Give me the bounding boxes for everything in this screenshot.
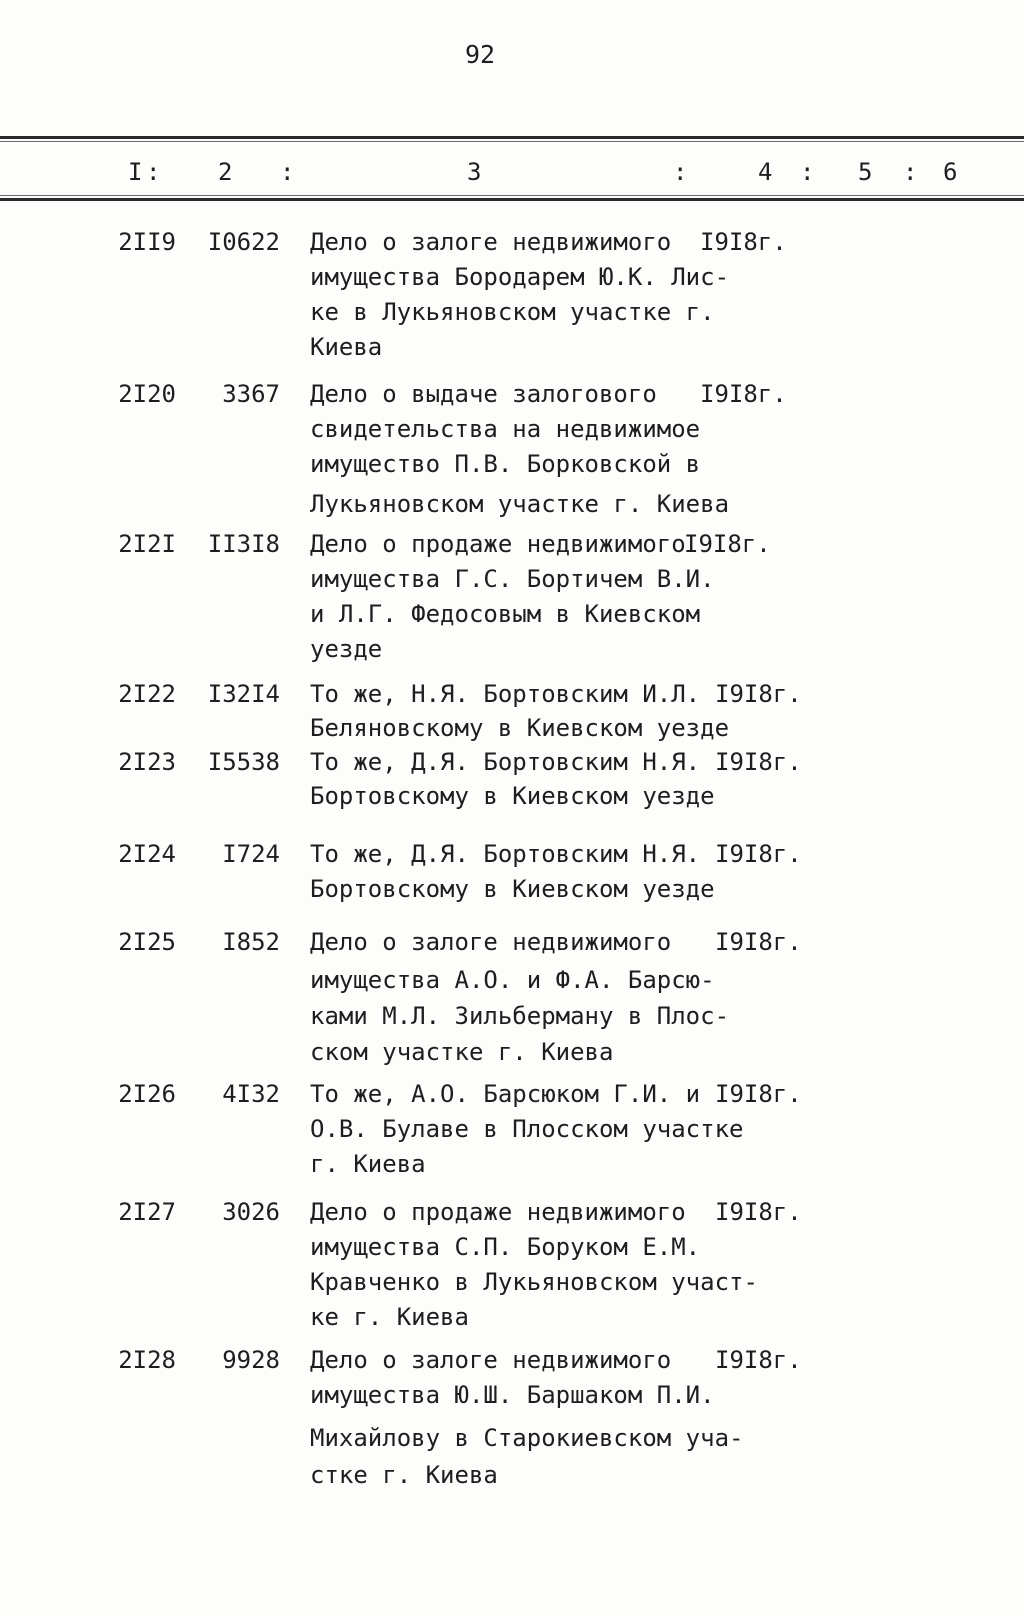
record-number: 2I25: [118, 928, 176, 956]
description-line: Кравченко в Лукьяновском участ-: [310, 1268, 758, 1296]
description-line: То же, А.О. Барсюком Г.И. и: [310, 1080, 701, 1108]
column-separator: :: [673, 158, 688, 186]
description-line: ке г. Киева: [310, 1303, 469, 1331]
description-line: Бортовскому в Киевском уезде: [310, 782, 715, 810]
record-code: 3367: [222, 380, 280, 408]
column-header-2: 2: [218, 158, 233, 186]
header-bottom-rule-thin: [0, 195, 1024, 196]
record-code: 3026: [222, 1198, 280, 1226]
record-year: I9I8г.: [715, 748, 802, 776]
record-year: I9I8г.: [715, 1346, 802, 1374]
column-header-1: I: [128, 158, 143, 186]
description-line: О.В. Булаве в Плосском участке: [310, 1115, 744, 1143]
column-separator: :: [800, 158, 815, 186]
record-year: I9I8г.: [684, 530, 771, 558]
description-line: имущества С.П. Боруком Е.М.: [310, 1233, 701, 1261]
description-line: Дело о выдаче залогового: [310, 380, 657, 408]
record-code: I852: [222, 928, 280, 956]
column-header-6: 6: [943, 158, 958, 186]
record-number: 2I28: [118, 1346, 176, 1374]
description-line: свидетельства на недвижимое: [310, 415, 701, 443]
record-number: 2I2I: [118, 530, 176, 558]
description-line: Дело о залоге недвижимого: [310, 928, 672, 956]
description-line: имущества Бородарем Ю.К. Лис-: [310, 263, 730, 291]
description-line: ками М.Л. Зильберману в Плос-: [310, 1002, 730, 1030]
record-number: 2I24: [118, 840, 176, 868]
header-bottom-rule: [0, 198, 1024, 201]
description-line: Дело о продаже недвижимого: [310, 1198, 686, 1226]
record-year: I9I8г.: [715, 840, 802, 868]
record-code: II3I8: [207, 530, 280, 558]
description-line: ском участке г. Киева: [310, 1038, 614, 1066]
description-line: имущества Г.С. Бортичем В.И.: [310, 565, 715, 593]
record-code: I0622: [207, 228, 280, 256]
record-year: I9I8г.: [700, 380, 787, 408]
description-line: имущества А.О. и Ф.А. Барсю-: [310, 966, 715, 994]
description-line: уезде: [310, 635, 383, 663]
description-line: То же, Д.Я. Бортовским Н.Я.: [310, 840, 701, 868]
record-year: I9I8г.: [715, 1080, 802, 1108]
description-line: То же, Н.Я. Бортовским И.Л.: [310, 680, 701, 708]
record-year: I9I8г.: [715, 928, 802, 956]
page-number: 92: [464, 40, 496, 69]
column-header-4: 4: [758, 158, 773, 186]
description-line: стке г. Киева: [310, 1461, 498, 1489]
record-year: I9I8г.: [715, 1198, 802, 1226]
record-code: 4I32: [222, 1080, 280, 1108]
column-separator: :: [146, 158, 161, 186]
header-top-rule-thin: [0, 141, 1024, 142]
description-line: Дело о залоге недвижимого: [310, 228, 672, 256]
description-line: То же, Д.Я. Бортовским Н.Я.: [310, 748, 701, 776]
record-number: 2I22: [118, 680, 176, 708]
record-number: 2I26: [118, 1080, 176, 1108]
column-separator: :: [280, 158, 295, 186]
description-line: имущество П.В. Борковской в: [310, 450, 701, 478]
record-code: I724: [222, 840, 280, 868]
description-line: ке в Лукьяновском участке г.: [310, 298, 715, 326]
record-code: I5538: [207, 748, 280, 776]
description-line: Дело о продаже недвижимого: [310, 530, 686, 558]
description-line: Лукьяновском участке г. Киева: [310, 490, 730, 518]
description-line: г. Киева: [310, 1150, 426, 1178]
record-year: I9I8г.: [700, 228, 787, 256]
record-number: 2I27: [118, 1198, 176, 1226]
column-header-3: 3: [467, 158, 482, 186]
description-line: и Л.Г. Федосовым в Киевском: [310, 600, 701, 628]
column-separator: :: [903, 158, 918, 186]
record-year: I9I8г.: [715, 680, 802, 708]
record-number: 2I20: [118, 380, 176, 408]
record-code: 9928: [222, 1346, 280, 1374]
record-number: 2II9: [118, 228, 176, 256]
column-header-5: 5: [858, 158, 873, 186]
description-line: Бортовскому в Киевском уезде: [310, 875, 715, 903]
description-line: Михайлову в Старокиевском уча-: [310, 1424, 744, 1452]
record-number: 2I23: [118, 748, 176, 776]
description-line: Киева: [310, 333, 383, 361]
header-top-rule: [0, 136, 1024, 139]
description-line: Беляновскому в Киевском уезде: [310, 714, 730, 742]
description-line: Дело о залоге недвижимого: [310, 1346, 672, 1374]
description-line: имущества Ю.Ш. Баршаком П.И.: [310, 1381, 715, 1409]
record-code: I32I4: [207, 680, 280, 708]
